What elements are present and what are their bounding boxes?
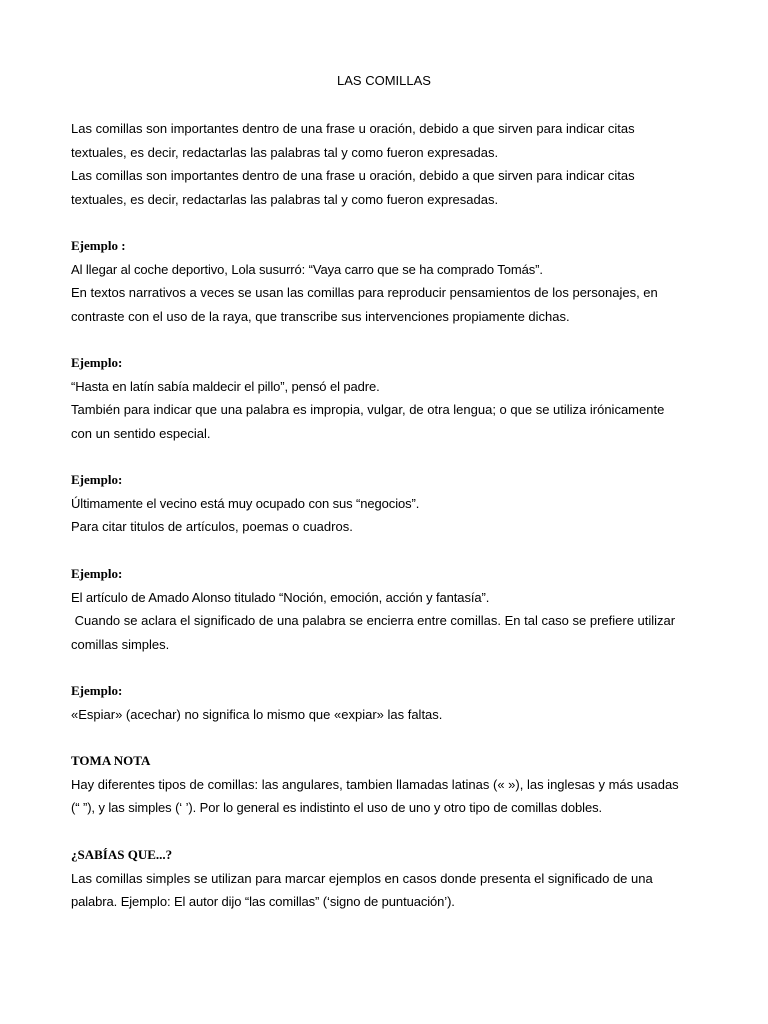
sabias-que-section: [71, 843, 701, 914]
text-line: textuales, es decir, redactarlas las palabras tal y como fueron expresadas.: [71, 144, 499, 160]
toma-nota-section: [71, 749, 701, 820]
text-line: En textos narrativos a veces se usan las comillas para reproducir pensamientos de los personajes, en: [71, 285, 658, 301]
example-section-2: [71, 351, 701, 445]
text-line: «Espiar» (acechar) no significa lo mismo que «expiar» las faltas.: [71, 706, 443, 722]
section-heading: Ejemplo:: [71, 355, 123, 370]
example-section-4: [71, 562, 701, 656]
text-line: Las comillas simples se utilizan para marcar ejemplos en casos donde presenta el significado de una: [71, 870, 653, 886]
example-section-3: [71, 468, 701, 539]
text-line: palabra. Ejemplo: El autor dijo “las comillas” (‘signo de puntuación’).: [71, 894, 455, 910]
text-line: contraste con el uso de la raya, que transcribe sus intervenciones propiamente dichas.: [71, 308, 570, 324]
text-line: Las comillas son importantes dentro de una frase u oración, debido a que sirven para indicar citas: [71, 168, 635, 184]
text-line: Hay diferentes tipos de comillas: las angulares, tambien llamadas latinas (« »), las inglesas y más usadas: [71, 776, 679, 792]
text-line: textuales, es decir, redactarlas las palabras tal y como fueron expresadas.: [71, 191, 499, 207]
section-heading: Ejemplo :: [71, 238, 126, 253]
text-line: Las comillas son importantes dentro de una frase u oración, debido a que sirven para indicar citas: [71, 121, 635, 136]
text-line: con un sentido especial.: [71, 425, 211, 441]
text-line: comillas simples.: [71, 636, 170, 652]
text-line: El artículo de Amado Alonso titulado “Noción, emoción, acción y fantasía”.: [71, 589, 490, 605]
text-line: (“ ”), y las simples (‘ ’). Por lo general es indistinto el uso de uno y otro tipo de comillas dobles.: [71, 800, 602, 816]
text-line: Al llegar al coche deportivo, Lola susurró: “Vaya carro que se ha comprado Tomás”.: [71, 261, 543, 277]
document-title: LAS COMILLAS: [337, 73, 431, 88]
section-heading: Ejemplo:: [71, 683, 123, 698]
section-heading: Ejemplo:: [71, 472, 123, 487]
intro-paragraph: [71, 117, 701, 211]
text-line: Para citar titulos de artículos, poemas o cuadros.: [71, 519, 353, 535]
text-line: Cuando se aclara el significado de una palabra se encierra entre comillas. En tal caso se prefiere utilizar: [71, 613, 676, 629]
example-section-5: [71, 679, 701, 726]
text-line: También para indicar que una palabra es impropia, vulgar, de otra lengua; o que se utiliza irónicamente: [71, 402, 665, 418]
section-heading: TOMA NOTA: [71, 753, 151, 768]
text-line: Últimamente el vecino está muy ocupado con sus “negocios”.: [71, 495, 420, 511]
text-line: “Hasta en latín sabía maldecir el pillo”, pensó el padre.: [71, 378, 380, 394]
section-heading: Ejemplo:: [71, 566, 123, 581]
example-section-1: [71, 234, 701, 328]
section-heading: ¿SABÍAS QUE...?: [71, 847, 173, 862]
